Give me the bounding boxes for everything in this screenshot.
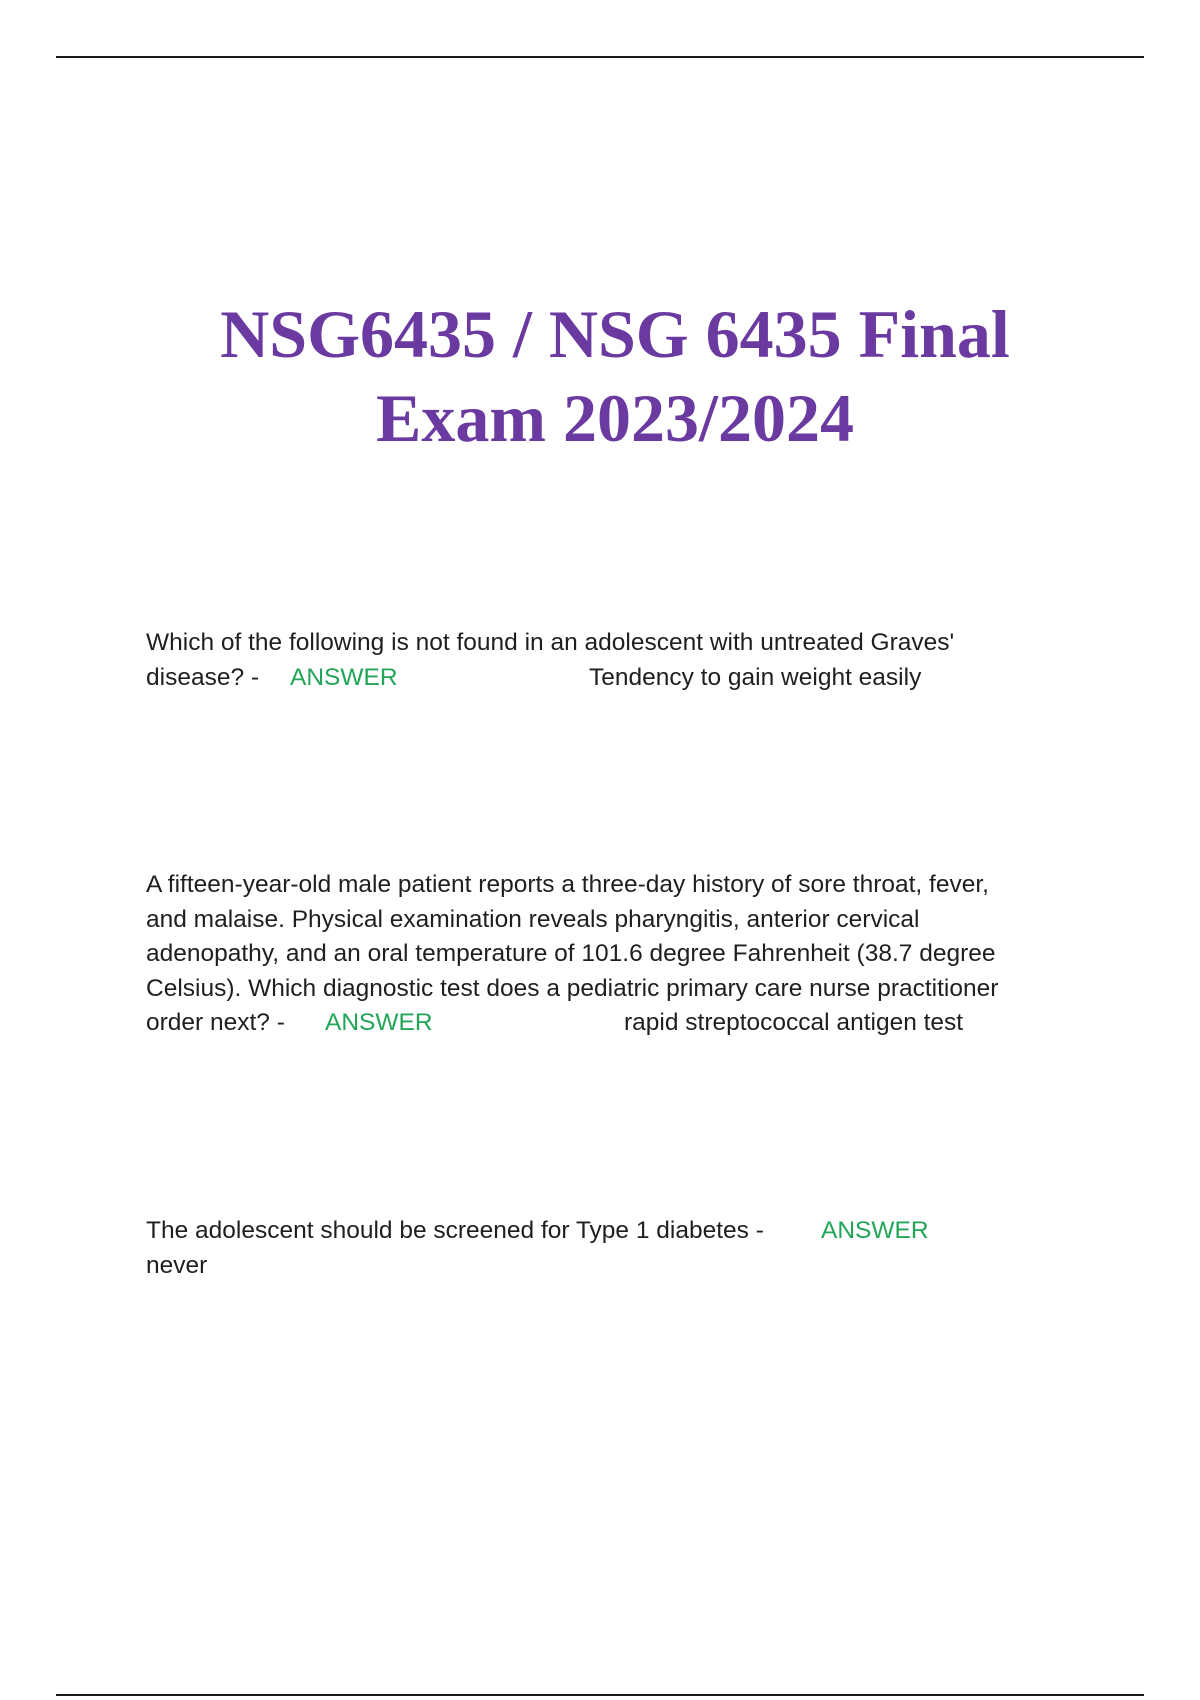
answer-label-2: ANSWER — [325, 1009, 433, 1036]
top-rule — [56, 56, 1144, 58]
question-2-line-5: order next? - — [146, 1009, 285, 1036]
title-line-2: Exam 2023/2024 — [376, 380, 854, 456]
question-2-line-2: and malaise. Physical examination reveals pharyngitis, anterior cervical — [146, 905, 920, 933]
qa-item-3 — [146, 1214, 1096, 1284]
answer-label-1: ANSWER — [290, 663, 398, 691]
answer-3: never — [146, 1251, 208, 1279]
qa-item-1 — [146, 626, 1096, 696]
answer-label-3: ANSWER — [821, 1217, 929, 1244]
question-1-line-1: Which of the following is not found in an adolescent with untreated Graves' — [146, 629, 955, 656]
title-line-1: NSG6435 / NSG 6435 Final — [220, 296, 1010, 372]
question-2-line-4: Celsius). Which diagnostic test does a pediatric primary care nurse practitioner — [146, 974, 999, 1002]
answer-2: rapid streptococcal antigen test — [624, 1009, 964, 1036]
document-title — [80, 292, 1150, 460]
qa-item-2 — [146, 868, 1096, 1043]
answer-1: Tendency to gain weight easily — [589, 663, 922, 691]
question-1-line-2: disease? - — [146, 663, 260, 691]
question-3-line-1: The adolescent should be screened for Type 1 diabetes - — [146, 1217, 764, 1244]
question-2-line-1: A fifteen-year-old male patient reports a three-day history of sore throat, fever, — [146, 871, 989, 898]
bottom-rule — [56, 1694, 1144, 1696]
question-2-line-3: adenopathy, and an oral temperature of 101.6 degree Fahrenheit (38.7 degree — [146, 940, 996, 967]
